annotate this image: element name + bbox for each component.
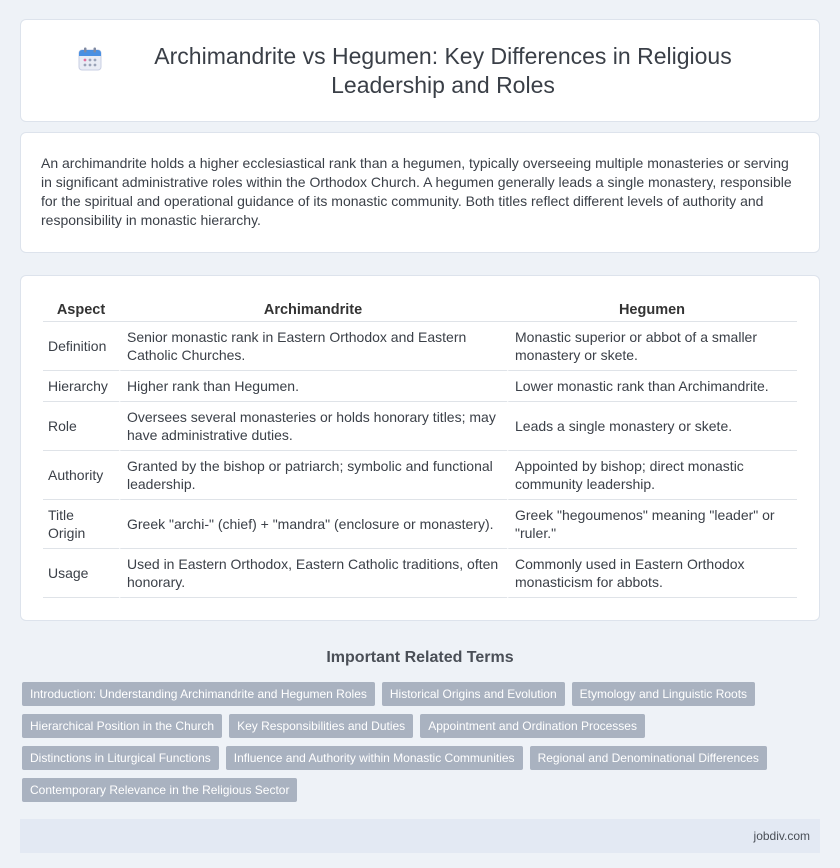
table-row	[43, 322, 797, 371]
hegumen-cell: Greek "hegoumenos" meaning "leader" or "ruler."	[507, 500, 797, 549]
hegumen-cell: Appointed by bishop; direct monastic community leadership.	[507, 451, 797, 500]
footer-site-link[interactable]: jobdiv.com	[753, 829, 810, 843]
calendar-icon	[77, 46, 103, 72]
hegumen-cell: Monastic superior or abbot of a smaller monastery or skete.	[507, 322, 797, 371]
aspect-cell: Role	[43, 402, 119, 451]
related-term-tag[interactable]: Contemporary Relevance in the Religious Sector	[22, 778, 297, 802]
archimandrite-cell: Higher rank than Hegumen.	[119, 371, 507, 402]
related-term-tag[interactable]: Regional and Denominational Differences	[530, 746, 767, 770]
table-header-row	[43, 296, 797, 322]
aspect-cell: Title Origin	[43, 500, 119, 549]
page-title: Archimandrite vs Hegumen: Key Differences in Religious Leadership and Roles	[154, 42, 732, 98]
table-row	[43, 549, 797, 598]
related-term-tag[interactable]: Key Responsibilities and Duties	[229, 714, 413, 738]
related-term-tag[interactable]: Influence and Authority within Monastic Communities	[226, 746, 523, 770]
aspect-cell: Usage	[43, 549, 119, 598]
related-terms-title: Important Related Terms	[326, 649, 514, 666]
table-row	[43, 451, 797, 500]
intro-card	[20, 132, 820, 253]
related-terms-list	[22, 682, 818, 802]
related-term-tag[interactable]: Hierarchical Position in the Church	[22, 714, 222, 738]
archimandrite-cell: Used in Eastern Orthodox, Eastern Catholic traditions, often honorary.	[119, 549, 507, 598]
archimandrite-cell: Oversees several monasteries or holds honorary titles; may have administrative duties.	[119, 402, 507, 451]
hegumen-cell: Leads a single monastery or skete.	[507, 402, 797, 451]
footer	[20, 819, 820, 853]
header-hegumen: Hegumen	[507, 296, 797, 322]
hegumen-cell: Commonly used in Eastern Orthodox monasticism for abbots.	[507, 549, 797, 598]
archimandrite-cell: Senior monastic rank in Eastern Orthodox and Eastern Catholic Churches.	[119, 322, 507, 371]
hegumen-cell: Lower monastic rank than Archimandrite.	[507, 371, 797, 402]
archimandrite-cell: Greek "archi-" (chief) + "mandra" (enclosure or monastery).	[119, 500, 507, 549]
title-card	[20, 19, 820, 122]
aspect-cell: Authority	[43, 451, 119, 500]
header-archimandrite: Archimandrite	[119, 296, 507, 322]
related-term-tag[interactable]: Historical Origins and Evolution	[382, 682, 565, 706]
aspect-cell: Definition	[43, 322, 119, 371]
comparison-card	[20, 275, 820, 621]
intro-paragraph: An archimandrite holds a higher ecclesiastical rank than a hegumen, typically overseeing multiple monasteries or serving in significant administrative roles within the Orthodox Church. A hegumen generally leads a single monastery, responsible for the spiritual and operational guidance of its monastic community. Both titles reflect different levels of authority and responsibility in monastic hierarchy.	[41, 155, 792, 228]
table-row	[43, 500, 797, 549]
header-aspect: Aspect	[43, 296, 119, 322]
table-row	[43, 402, 797, 451]
related-term-tag[interactable]: Introduction: Understanding Archimandrite and Hegumen Roles	[22, 682, 375, 706]
archimandrite-cell: Granted by the bishop or patriarch; symbolic and functional leadership.	[119, 451, 507, 500]
related-term-tag[interactable]: Appointment and Ordination Processes	[420, 714, 645, 738]
comparison-table	[43, 296, 797, 598]
table-row	[43, 371, 797, 402]
related-term-tag[interactable]: Etymology and Linguistic Roots	[572, 682, 755, 706]
aspect-cell: Hierarchy	[43, 371, 119, 402]
title-wrap	[77, 42, 763, 100]
related-term-tag[interactable]: Distinctions in Liturgical Functions	[22, 746, 219, 770]
